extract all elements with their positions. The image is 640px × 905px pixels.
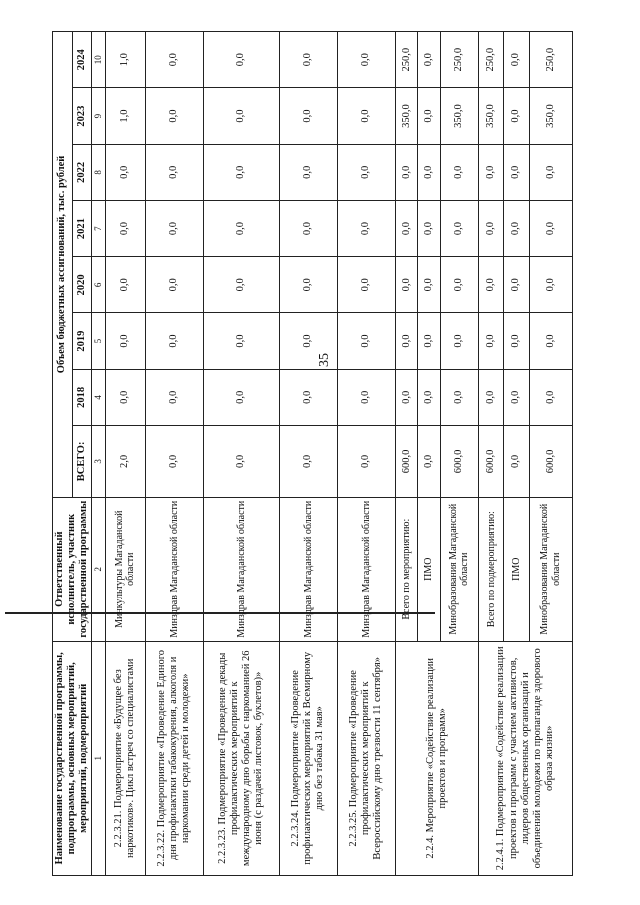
- row-value: 0,0: [145, 88, 203, 144]
- header-total: ВСЕГО:: [72, 425, 92, 497]
- row-value: 0,0: [504, 200, 529, 256]
- column-index: 8: [92, 144, 105, 200]
- row-value: 1,0: [105, 32, 145, 88]
- row-value: 0,0: [418, 32, 440, 88]
- row-value: 0,0: [337, 88, 395, 144]
- row-executor: Минобразования Магаданской области: [440, 497, 479, 641]
- column-index: 3: [92, 425, 105, 497]
- table-row: [279, 32, 337, 876]
- row-value: 0,0: [395, 144, 417, 200]
- row-value: 0,0: [105, 144, 145, 200]
- row-value: 0,0: [145, 144, 203, 200]
- row-value: 0,0: [504, 313, 529, 369]
- column-index: 10: [92, 32, 105, 88]
- row-value: 0,0: [418, 257, 440, 313]
- row-executor: Минкультуры Магаданской области: [105, 497, 145, 641]
- row-value: 0,0: [203, 257, 279, 313]
- row-value: 0,0: [203, 32, 279, 88]
- row-value: 0,0: [504, 32, 529, 88]
- table-row: [337, 32, 395, 876]
- row-value: 0,0: [145, 425, 203, 497]
- row-value: 0,0: [203, 313, 279, 369]
- row-value: 0,0: [529, 369, 573, 425]
- row-value: 0,0: [504, 88, 529, 144]
- row-value: 0,0: [105, 257, 145, 313]
- row-value: 0,0: [337, 144, 395, 200]
- header-year: 2022: [72, 144, 92, 200]
- row-value: 0,0: [418, 88, 440, 144]
- row-value: 0,0: [418, 313, 440, 369]
- row-value: 0,0: [418, 369, 440, 425]
- header-year: 2024: [72, 32, 92, 88]
- group-name: 2.2.4. Мероприятие «Содействие реализации проектов и программ»: [395, 641, 478, 875]
- column-index: 6: [92, 257, 105, 313]
- column-index: 9: [92, 88, 105, 144]
- row-value: 0,0: [145, 313, 203, 369]
- row-executor: ПМО: [418, 497, 440, 641]
- row-executor: Минздрав Магаданской области: [203, 497, 279, 641]
- row-value: 0,0: [529, 257, 573, 313]
- row-value: 0,0: [479, 313, 504, 369]
- header-year: 2023: [72, 88, 92, 144]
- row-name: 2.2.3.23. Подмероприятие «Проведение декады профилактических мероприятий к международному дню борьбы с наркоманией 26 июня (с раздачей листовок, буклетов)»: [203, 641, 279, 875]
- row-executor: Минздрав Магаданской области: [279, 497, 337, 641]
- row-name: 2.2.3.24. Подмероприятие «Проведение профилактических мероприятий к Всемирному дню без табака 31 мая»: [279, 641, 337, 875]
- row-value: 0,0: [504, 144, 529, 200]
- row-value: 250,0: [479, 32, 504, 88]
- row-value: 0,0: [337, 257, 395, 313]
- row-value: 0,0: [203, 200, 279, 256]
- row-value: 600,0: [440, 425, 479, 497]
- row-value: 0,0: [440, 313, 479, 369]
- table-row: [479, 32, 504, 876]
- row-value: 0,0: [418, 200, 440, 256]
- row-value: 0,0: [418, 144, 440, 200]
- column-index: 7: [92, 200, 105, 256]
- row-value: 0,0: [203, 369, 279, 425]
- rotated-table-container: [52, 31, 564, 876]
- row-value: 0,0: [504, 425, 529, 497]
- row-value: 0,0: [105, 369, 145, 425]
- row-value: 0,0: [504, 369, 529, 425]
- header-year: 2018: [72, 369, 92, 425]
- row-value: 0,0: [479, 369, 504, 425]
- column-index: 1: [92, 641, 105, 875]
- row-value: 0,0: [279, 313, 337, 369]
- row-value: 0,0: [279, 88, 337, 144]
- table-row: [105, 32, 145, 876]
- row-value: 0,0: [395, 369, 417, 425]
- row-value: 0,0: [145, 369, 203, 425]
- row-value: 0,0: [440, 369, 479, 425]
- row-value: 0,0: [337, 313, 395, 369]
- column-index: 2: [92, 497, 105, 641]
- row-value: 350,0: [440, 88, 479, 144]
- group-name: 2.2.4.1. Подмероприятие «Содействие реализации проектов и программ с участием активистов, лидеров общественных организаций и объединений молодежи по пропаганде здорового образа жизни»: [479, 641, 573, 875]
- row-value: 0,0: [105, 313, 145, 369]
- row-value: 350,0: [479, 88, 504, 144]
- row-value: 0,0: [479, 257, 504, 313]
- row-value: 0,0: [337, 32, 395, 88]
- row-value: 0,0: [145, 200, 203, 256]
- row-value: 0,0: [504, 257, 529, 313]
- row-value: 350,0: [529, 88, 573, 144]
- page-number: 35: [317, 353, 332, 367]
- row-value: 0,0: [337, 425, 395, 497]
- budget-table: [52, 31, 573, 876]
- row-value: 600,0: [479, 425, 504, 497]
- header-year: 2020: [72, 257, 92, 313]
- row-value: 1,0: [105, 88, 145, 144]
- row-value: 0,0: [529, 200, 573, 256]
- row-value: 0,0: [145, 32, 203, 88]
- row-value: 0,0: [395, 200, 417, 256]
- row-value: 0,0: [105, 200, 145, 256]
- row-value: 0,0: [145, 257, 203, 313]
- header-executor: Ответственный исполнитель, участник государственной программы: [53, 497, 92, 641]
- row-executor: Всего по подмероприятию:: [479, 497, 504, 641]
- row-value: 0,0: [279, 369, 337, 425]
- row-value: 0,0: [337, 200, 395, 256]
- row-value: 0,0: [440, 144, 479, 200]
- header-row-top: [53, 32, 73, 876]
- row-executor: Всего по мероприятию:: [395, 497, 417, 641]
- header-year: 2021: [72, 200, 92, 256]
- row-value: 0,0: [203, 425, 279, 497]
- row-value: 0,0: [337, 369, 395, 425]
- row-value: 250,0: [440, 32, 479, 88]
- row-value: 350,0: [395, 88, 417, 144]
- row-value: 0,0: [395, 313, 417, 369]
- header-year: 2019: [72, 313, 92, 369]
- row-value: 0,0: [440, 200, 479, 256]
- row-value: 0,0: [440, 257, 479, 313]
- row-value: 250,0: [395, 32, 417, 88]
- row-value: 600,0: [529, 425, 573, 497]
- table-row: [395, 32, 417, 876]
- row-executor: Минобразования Магаданской области: [529, 497, 573, 641]
- row-value: 0,0: [203, 144, 279, 200]
- row-name: 2.2.3.21. Подмероприятие «Будущее без наркотиков». Цикл встреч со специалистами: [105, 641, 145, 875]
- column-index: 4: [92, 369, 105, 425]
- header-budget: Объем бюджетных ассигнований, тыс. рублей: [53, 32, 73, 498]
- row-value: 0,0: [395, 257, 417, 313]
- row-value: 0,0: [418, 425, 440, 497]
- column-index: 5: [92, 313, 105, 369]
- header-name: Наименование государственной программы, подпрограммы, основных мероприятий, мероприятий, подмероприятий: [53, 641, 92, 875]
- row-value: 0,0: [529, 144, 573, 200]
- table-body: [105, 32, 573, 876]
- row-name: 2.2.3.25. Подмероприятие «Проведение профилактических мероприятий к Всероссийскому дню трезвости 11 сентября»: [337, 641, 395, 875]
- row-value: 2,0: [105, 425, 145, 497]
- row-value: 0,0: [479, 200, 504, 256]
- row-value: 250,0: [529, 32, 573, 88]
- row-executor: Минздрав Магаданской области: [145, 497, 203, 641]
- row-executor: ПМО: [504, 497, 529, 641]
- row-name: 2.2.3.22. Подмероприятие «Проведение Единого дня профилактики табакокурения, алкоголя и наркомании среди детей и молодежи»: [145, 641, 203, 875]
- row-value: 0,0: [529, 313, 573, 369]
- table-row: [203, 32, 279, 876]
- row-value: 0,0: [203, 88, 279, 144]
- row-executor: Минздрав Магаданской области: [337, 497, 395, 641]
- row-value: 0,0: [279, 257, 337, 313]
- row-value: 600,0: [395, 425, 417, 497]
- row-value: 0,0: [279, 425, 337, 497]
- row-value: 0,0: [279, 32, 337, 88]
- row-value: 0,0: [279, 144, 337, 200]
- index-row: [92, 32, 105, 876]
- row-value: 0,0: [479, 144, 504, 200]
- table-row: [145, 32, 203, 876]
- row-value: 0,0: [279, 200, 337, 256]
